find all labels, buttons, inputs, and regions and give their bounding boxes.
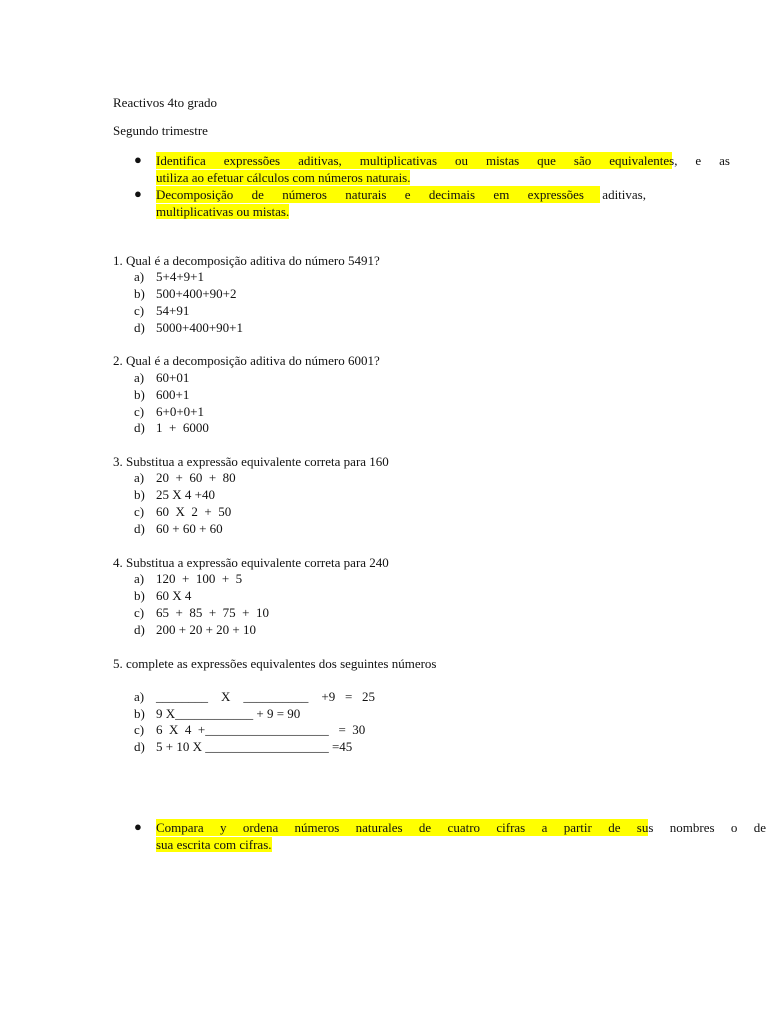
question-title: 1. Qual é a decomposição aditiva do número 5491?	[113, 253, 380, 268]
bullet-icon: ●	[134, 186, 142, 201]
option-text: 200 + 20 + 20 + 10	[156, 622, 256, 637]
option-label: a)	[134, 370, 145, 385]
objective-line	[156, 152, 730, 169]
option-label: c)	[134, 404, 145, 419]
option-text: 54+91	[156, 303, 190, 318]
question-title: 5. complete as expressões equivalentes dos seguintes números	[113, 656, 437, 671]
option-text: 600+1	[156, 387, 190, 402]
option-label: d)	[134, 420, 145, 435]
option-text: 60 X 2 + 50	[156, 504, 232, 519]
option-label: b)	[134, 387, 145, 402]
document-subtitle: Segundo trimestre	[113, 123, 208, 138]
objective-text-continued: multiplicativas ou mistas.	[156, 204, 290, 219]
objective-item	[134, 819, 764, 855]
option-text: 5+4+9+1	[156, 269, 204, 284]
option-text: 6 X 4 +___________________ = 30	[156, 722, 366, 737]
option-text: 5000+400+90+1	[156, 320, 243, 335]
option-label: d)	[134, 622, 145, 637]
objective-text-continued: utiliza ao efetuar cálculos com números naturais.	[156, 170, 411, 185]
option-label: d)	[134, 521, 145, 536]
option-text: ________ X __________ +9 = 25	[156, 689, 376, 704]
objective-text-continued: sua escrita com cifras.	[156, 837, 272, 852]
option-text: 500+400+90+2	[156, 286, 237, 301]
question-title: 4. Substitua a expressão equivalente correta para 240	[113, 555, 389, 570]
option-label: d)	[134, 739, 145, 754]
option-label: b)	[134, 487, 145, 502]
option-text: 60 X 4	[156, 588, 192, 603]
option-text: 25 X 4 +40	[156, 487, 215, 502]
option-text: 6+0+0+1	[156, 404, 204, 419]
bullet-icon: ●	[134, 819, 142, 834]
option-label: c)	[134, 303, 145, 318]
option-text: 60 + 60 + 60	[156, 521, 223, 536]
option-label: a)	[134, 470, 145, 485]
question-title: 3. Substitua a expressão equivalente correta para 160	[113, 454, 389, 469]
option-label: b)	[134, 588, 145, 603]
option-label: a)	[134, 571, 145, 586]
option-label: d)	[134, 320, 145, 335]
option-text: 9 X____________ + 9 = 90	[156, 706, 301, 721]
objective-text: Identifica expressões aditivas, multiplicativas ou mistas que são equivalentes, e as	[156, 153, 730, 168]
option-text: 65 + 85 + 75 + 10	[156, 605, 269, 620]
option-text: 60+01	[156, 370, 190, 385]
option-label: a)	[134, 269, 145, 284]
document-title: Reactivos 4to grado	[113, 95, 217, 110]
question-title: 2. Qual é a decomposição aditiva do número 6001?	[113, 353, 380, 368]
objective-text: Compara y ordena números naturales de cuatro cifras a partir de sus nombres o de	[156, 820, 766, 835]
option-text: 20 + 60 + 80	[156, 470, 236, 485]
option-text: 5 + 10 X ___________________ =45	[156, 739, 353, 754]
option-label: a)	[134, 689, 145, 704]
option-label: c)	[134, 504, 145, 519]
objective-item	[134, 152, 730, 188]
bullet-icon: ●	[134, 152, 142, 167]
objective-item	[134, 186, 730, 222]
option-label: b)	[134, 706, 145, 721]
option-label: c)	[134, 605, 145, 620]
option-label: b)	[134, 286, 145, 301]
objective-text: Decomposição de números naturais e decimais em expressões aditivas,	[156, 187, 646, 202]
option-text: 120 + 100 + 5	[156, 571, 243, 586]
option-text: 1 + 6000	[156, 420, 209, 435]
option-label: c)	[134, 722, 145, 737]
